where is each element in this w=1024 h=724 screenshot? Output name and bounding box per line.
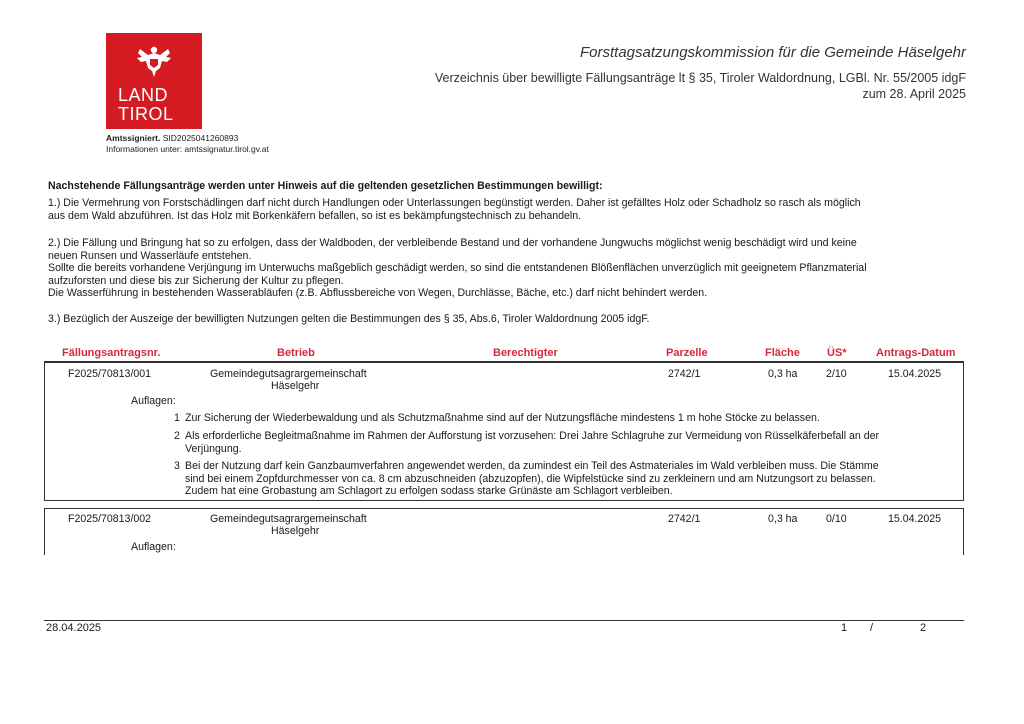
paragraph-2-line-3: Sollte die bereits vorhandene Verjüngung im Unterwuchs maßgeblich geschädigt werden, so sind die entstandenen Blößenflächen unverzüglich mit geeignetem Pflanzmaterial (48, 262, 867, 275)
signature-line (106, 133, 238, 143)
document-subtitle: Verzeichnis über bewilligte Fällungsanträge lt § 35, Tiroler Waldordnung, LGBl. Nr. 55/2005 idgF (434, 71, 966, 85)
auflage-number: 2 (174, 430, 180, 442)
signature-info: Informationen unter: amtssignatur.tirol.gv.at (106, 144, 269, 154)
footer-page-number: 1 (841, 622, 848, 634)
signature-label: Amtssigniert. (106, 133, 161, 143)
paragraph-2-line-2: neuen Runsen und Wasserläufe entstehen. (48, 249, 252, 262)
row-betrieb-line-2: Häselgehr (271, 380, 320, 392)
col-header-datum: Antrags-Datum (876, 347, 956, 359)
document-date: zum 28. April 2025 (862, 87, 966, 101)
col-header-flaeche: Fläche (765, 347, 800, 359)
footer-rule (44, 620, 964, 621)
table-row (44, 508, 964, 555)
document-title: Forsttagsatzungskommission für die Gemeinde Häselgehr (579, 44, 966, 61)
paragraph-2-line-1: 2.) Die Fällung und Bringung hat so zu erfolgen, dass der Waldboden, der verbleibende Bestand und der vorhandene Jungwuchs möglichst wenig beschädigt wird und keine (48, 237, 857, 249)
paragraph-2-line-4: aufzuforsten und diese bis zur Sicherung der Kultur zu pflegen. (48, 274, 344, 287)
footer-page-total: 2 (920, 622, 927, 634)
logo-text-land: LAND (118, 85, 169, 105)
auflage-number: 3 (174, 460, 180, 472)
col-header-nr: Fällungsantragsnr. (62, 347, 161, 359)
auflage-text (185, 460, 965, 498)
paragraph-2 (48, 237, 968, 300)
row-flaeche: 0,3 ha (768, 368, 798, 380)
row-auflagen-label: Auflagen: (131, 541, 176, 553)
land-tirol-logo (106, 33, 202, 129)
row-us: 0/10 (826, 513, 847, 525)
row-datum: 15.04.2025 (888, 513, 942, 525)
row-auflagen-label: Auflagen: (131, 395, 176, 407)
auflage-text (185, 430, 965, 455)
paragraph-1-line-1: 1.) Die Vermehrung von Forstschädlingen darf nicht durch Handlungen oder Unterlassungen begünstigt werden. Daher ist gefälltes Holz oder Schadholz so rasch als möglich (48, 197, 861, 209)
paragraph-3: 3.) Bezüglich der Auszeige der bewilligten Nutzungen gelten die Bestimmungen des § 35, Abs.6, Tiroler Waldordnung 2005 idgF. (48, 313, 650, 325)
intro-heading: Nachstehende Fällungsanträge werden unter Hinweis auf die geltenden gesetzlichen Bestimmungen bewilligt: (48, 180, 603, 192)
auflage-text-line: Zudem hat eine Grobastung am Schlagort zu erfolgen sodass starke Grünäste am Schlagort verbleiben. (185, 485, 673, 498)
tirol-eagle-icon (134, 41, 174, 81)
col-header-betrieb: Betrieb (277, 347, 315, 359)
auflage-text-line: Als erforderliche Begleitmaßnahme im Rahmen der Aufforstung ist vorzusehen: Drei Jahre Schlagruhe zur Vermeidung von Rüsselkäferbefall an der (185, 430, 880, 442)
col-header-us: ÜS* (827, 347, 847, 359)
row-nr: F2025/70813/001 (68, 368, 152, 380)
row-betrieb-line-1: Gemeindegutsagrargemeinschaft (210, 513, 367, 525)
footer-date: 28.04.2025 (46, 622, 102, 634)
row-parzelle: 2742/1 (668, 368, 701, 380)
auflage-text-line: Verjüngung. (185, 442, 242, 455)
row-flaeche: 0,3 ha (768, 513, 798, 525)
signature-id: SID2025041260893 (162, 133, 239, 143)
paragraph-1 (48, 197, 968, 222)
row-betrieb-line-1: Gemeindegutsagrargemeinschaft (210, 368, 367, 380)
col-header-berechtigter: Berechtigter (493, 347, 558, 359)
auflage-text-line: Bei der Nutzung darf kein Ganzbaumverfahren angewendet werden, da zumindest ein Teil des Astmateriales im Wald verbleiben muss. Die Stämme (185, 460, 879, 472)
paragraph-2-line-5: Die Wasserführung in bestehenden Wasserabläufen (z.B. Abflussbereiche von Wegen, Durchlässe, Bäche, etc.) darf nicht behindert werden. (48, 287, 708, 300)
footer-page-separator: / (870, 622, 874, 634)
col-header-parzelle: Parzelle (666, 347, 708, 359)
auflage-text: Zur Sicherung der Wiederbewaldung und als Schutzmaßnahme sind auf der Nutzungsfläche mindestens 1 m hohe Stöcke zu belassen. (185, 412, 820, 424)
row-nr: F2025/70813/002 (68, 513, 152, 525)
row-parzelle: 2742/1 (668, 513, 701, 525)
row-us: 2/10 (826, 368, 847, 380)
row-datum: 15.04.2025 (888, 368, 942, 380)
auflage-text-line: sind bei einem Zopfdurchmesser von ca. 8 cm abzuschneiden (abzuzopfen), die Wipfelstücke sind zu zerkleinern und am Nutzungsort zu belassen. (185, 472, 876, 485)
logo-text-tirol: TIROL (118, 104, 174, 124)
auflage-number: 1 (174, 412, 180, 424)
row-betrieb-line-2: Häselgehr (271, 525, 320, 537)
paragraph-1-line-2: aus dem Wald abzuführen. Ist das Holz mit Borkenkäfern befallen, so ist es bekämpfungstechnisch zu behandeln. (48, 209, 582, 222)
